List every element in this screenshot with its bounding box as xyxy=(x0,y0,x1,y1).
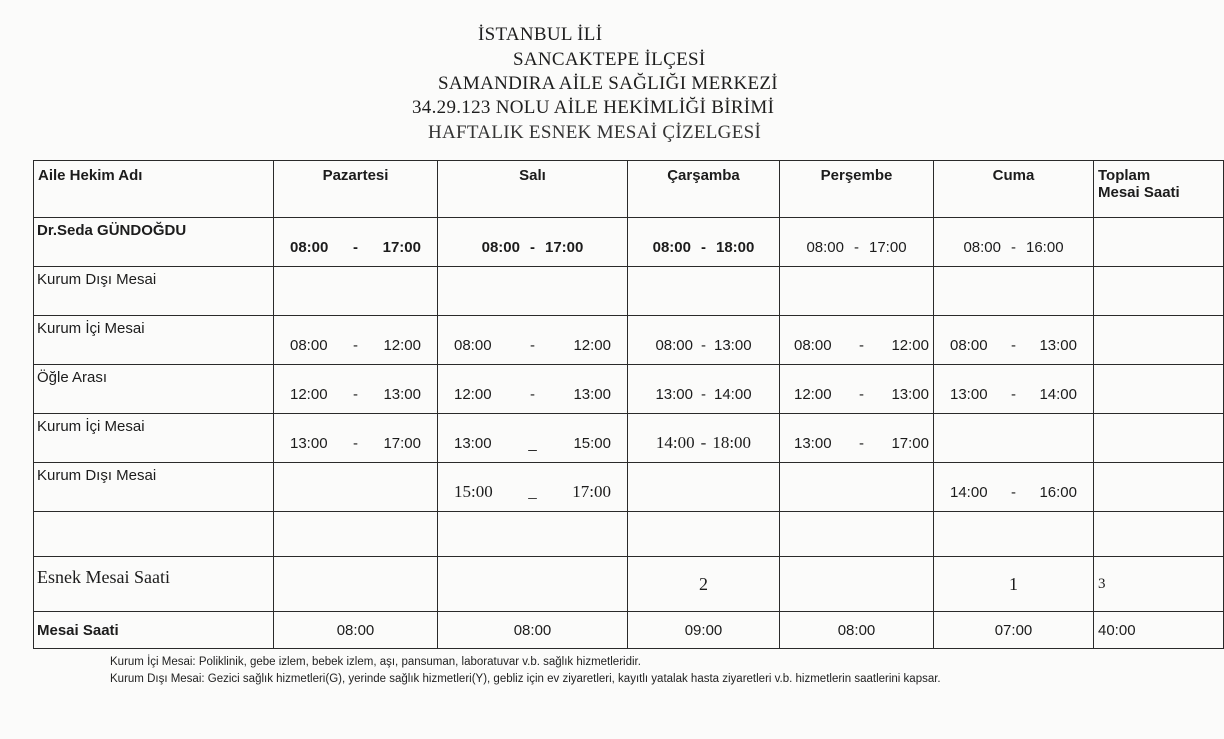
mesai-value: 08:00 xyxy=(438,612,628,649)
doctor-row xyxy=(34,218,1224,267)
time-cell xyxy=(934,267,1094,316)
time-cell: 08:00 - 12:00 xyxy=(274,316,438,365)
time-cell xyxy=(780,463,934,512)
time-cell: 12:00 - 13:00 xyxy=(438,365,628,414)
time-cell: 13:00 _ 15:00 xyxy=(438,414,628,463)
empty-cell xyxy=(438,512,628,557)
row-label: Kurum Dışı Mesai xyxy=(34,463,274,512)
total-cell xyxy=(1094,267,1224,316)
esnek-value: 1 xyxy=(934,557,1094,612)
schedule-row xyxy=(34,365,1224,414)
empty-cell xyxy=(934,512,1094,557)
time-cell: 08:00 - 16:00 xyxy=(934,218,1094,267)
time-cell: 13:00 - 17:00 xyxy=(274,414,438,463)
col-name-header: Aile Hekim Adı xyxy=(34,161,274,218)
time-cell: 13:00 - 14:00 xyxy=(628,365,780,414)
mesai-value: 07:00 xyxy=(934,612,1094,649)
empty-row xyxy=(34,512,1224,557)
time-cell: 08:00 - 12:00 xyxy=(780,316,934,365)
row-label: Öğle Arası xyxy=(34,365,274,414)
empty-cell xyxy=(1094,512,1224,557)
time-cell: 08:00 - 13:00 xyxy=(934,316,1094,365)
time-cell: 08:00 - 17:00 xyxy=(274,218,438,267)
time-cell: 14:00 - 16:00 xyxy=(934,463,1094,512)
header-unit: 34.29.123 NOLU AİLE HEKİMLİĞİ BİRİMİ xyxy=(412,97,775,118)
schedule-row xyxy=(34,463,1224,512)
empty-cell xyxy=(780,512,934,557)
empty-cell xyxy=(628,512,780,557)
total-cell xyxy=(1094,316,1224,365)
time-cell xyxy=(628,463,780,512)
esnek-value xyxy=(780,557,934,612)
day-header: Çarşamba xyxy=(628,161,780,218)
time-cell: 08:00 - 17:00 xyxy=(438,218,628,267)
day-header: Salı xyxy=(438,161,628,218)
footnote-kurum-disi: Kurum Dışı Mesai: Gezici sağlık hizmetleri(G), yerinde sağlık hizmetleri(Y), gebliz için ev ziyaretleri, kayıtlı yatalak hasta ziyaretleri v.b. hizmetlerin saatlerini kapsar. xyxy=(110,673,941,685)
day-header: Cuma xyxy=(934,161,1094,218)
time-cell xyxy=(780,267,934,316)
esnek-row xyxy=(34,557,1224,612)
footnotes xyxy=(110,654,941,688)
day-header: Pazartesi xyxy=(274,161,438,218)
day-header: Perşembe xyxy=(780,161,934,218)
mesai-value: 08:00 xyxy=(780,612,934,649)
time-cell: 14:00 - 18:00 xyxy=(628,414,780,463)
row-label: Kurum İçi Mesai xyxy=(34,414,274,463)
total-cell xyxy=(1094,414,1224,463)
esnek-label: Esnek Mesai Saati xyxy=(34,557,274,612)
row-label: Kurum İçi Mesai xyxy=(34,316,274,365)
schedule-row xyxy=(34,316,1224,365)
schedule-table xyxy=(33,160,1224,649)
time-cell xyxy=(628,267,780,316)
header-health-center: SAMANDIRA AİLE SAĞLIĞI MERKEZİ xyxy=(438,73,778,94)
time-cell xyxy=(274,463,438,512)
time-cell: 08:00 - 17:00 xyxy=(780,218,934,267)
mesai-total: 40:00 xyxy=(1094,612,1224,649)
doctor-name: Dr.Seda GÜNDOĞDU xyxy=(34,218,274,267)
row-label: Kurum Dışı Mesai xyxy=(34,267,274,316)
footnote-kurum-ici: Kurum İçi Mesai: Poliklinik, gebe izlem, bebek izlem, aşı, pansuman, laboratuvar v.b. sağlık hizmetleridir. xyxy=(110,656,641,668)
mesai-row xyxy=(34,612,1224,649)
time-cell xyxy=(274,267,438,316)
esnek-value: 2 xyxy=(628,557,780,612)
empty-cell xyxy=(274,512,438,557)
time-cell xyxy=(438,267,628,316)
mesai-label: Mesai Saati xyxy=(34,612,274,649)
total-cell xyxy=(1094,218,1224,267)
header-row xyxy=(34,161,1224,218)
esnek-value xyxy=(438,557,628,612)
total-cell xyxy=(1094,463,1224,512)
time-cell: 13:00 - 17:00 xyxy=(780,414,934,463)
time-cell: 13:00 - 14:00 xyxy=(934,365,1094,414)
schedule-row xyxy=(34,267,1224,316)
mesai-value: 08:00 xyxy=(274,612,438,649)
header-district: SANCAKTEPE İLÇESİ xyxy=(513,49,706,70)
time-cell: 08:00 - 12:00 xyxy=(438,316,628,365)
schedule-table-wrapper xyxy=(33,160,1211,639)
total-header: Toplam Mesai Saati xyxy=(1094,161,1224,218)
esnek-value xyxy=(274,557,438,612)
time-cell: 12:00 - 13:00 xyxy=(274,365,438,414)
header-schedule-title: HAFTALIK ESNEK MESAİ ÇİZELGESİ xyxy=(428,122,762,143)
time-cell: 08:00 - 13:00 xyxy=(628,316,780,365)
time-cell: 15:00 _ 17:00 xyxy=(438,463,628,512)
time-cell: 12:00 - 13:00 xyxy=(780,365,934,414)
total-cell xyxy=(1094,365,1224,414)
empty-cell xyxy=(34,512,274,557)
header-province: İSTANBUL İLİ xyxy=(478,24,603,45)
mesai-value: 09:00 xyxy=(628,612,780,649)
time-cell xyxy=(934,414,1094,463)
time-cell: 08:00 - 18:00 xyxy=(628,218,780,267)
esnek-total: 3 xyxy=(1094,557,1224,612)
schedule-row xyxy=(34,414,1224,463)
